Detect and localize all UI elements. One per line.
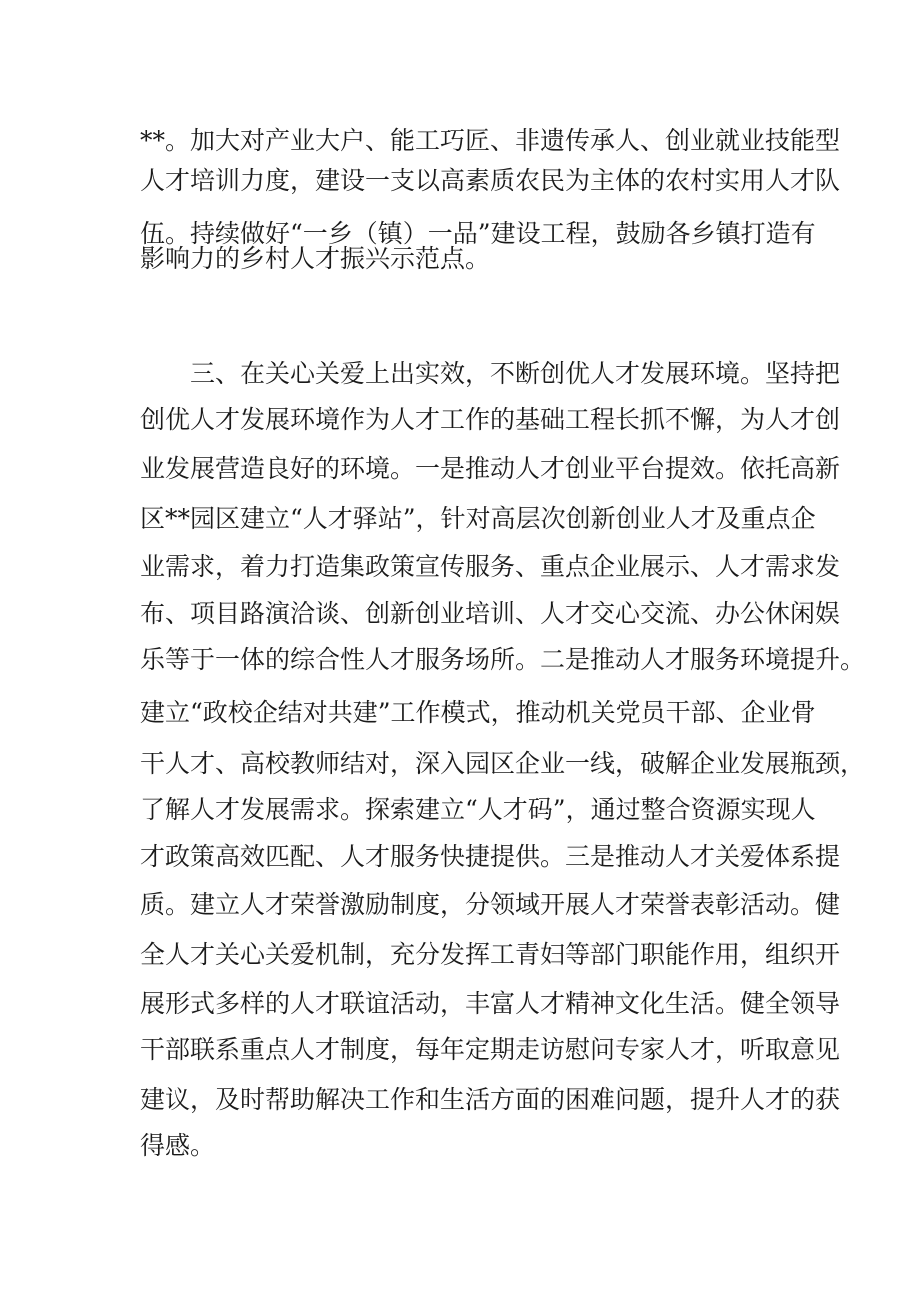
paragraph-2-line: 创优人才发展环境作为人才工作的基础工程长抓不懈，为人才创	[140, 405, 841, 434]
paragraph-1-line: 伍。持续做好“一乡（镇）一品”建设工程，鼓励各乡镇打造有	[140, 219, 816, 248]
paragraph-2-line: 三、在关心关爱上出实效，不断创优人才发展环境。坚持把	[190, 359, 841, 388]
paragraph-2-line: 了解人才发展需求。探索建立“人才码”，通过整合资源实现人	[140, 795, 816, 824]
paragraph-2-line: 全人才关心关爱机制，充分发挥工青妇等部门职能作用，组织开	[140, 940, 841, 969]
paragraph-2-line: 才政策高效匹配、人才服务快捷提供。三是推动人才关爱体系提	[140, 842, 841, 871]
paragraph-2-line: 业发展营造良好的环境。一是推动人才创业平台提效。依托高新	[140, 454, 841, 483]
paragraph-2-line: 质。建立人才荣誉激励制度，分领域开展人才荣誉表彰活动。健	[140, 890, 841, 919]
paragraph-2-line: 乐等于一体的综合性人才服务场所。二是推动人才服务环境提升。	[140, 645, 866, 674]
paragraph-2-line: 建议，及时帮助解决工作和生活方面的困难问题，提升人才的获	[140, 1085, 841, 1114]
paragraph-2-line: 建立“政校企结对共建”工作模式，推动机关党员干部、企业骨	[140, 698, 816, 727]
paragraph-2-line: 业需求，着力打造集政策宣传服务、重点企业展示、人才需求发	[140, 552, 841, 581]
paragraph-1-line: 影响力的乡村人才振兴示范点。	[140, 244, 491, 273]
paragraph-1-line: **。加大对产业大户、能工巧匠、非遗传承人、创业就业技能型	[140, 126, 841, 155]
paragraph-2-line: 干部联系重点人才制度，每年定期走访慰问专家人才，听取意见	[140, 1035, 841, 1064]
paragraph-2-line: 展形式多样的人才联谊活动，丰富人才精神文化生活。健全领导	[140, 989, 841, 1018]
paragraph-2-line: 干人才、高校教师结对，深入园区企业一线，破解企业发展瓶颈，	[140, 749, 866, 778]
paragraph-1-line: 人才培训力度，建设一支以高素质农民为主体的农村实用人才队	[140, 166, 841, 195]
paragraph-2-line: 得感。	[140, 1131, 216, 1160]
paragraph-2-line: 区**园区建立“人才驿站”，针对高层次创新创业人才及重点企	[140, 504, 816, 533]
paragraph-2-line: 布、项目路演洽谈、创新创业培训、人才交心交流、办公休闲娱	[140, 599, 841, 628]
